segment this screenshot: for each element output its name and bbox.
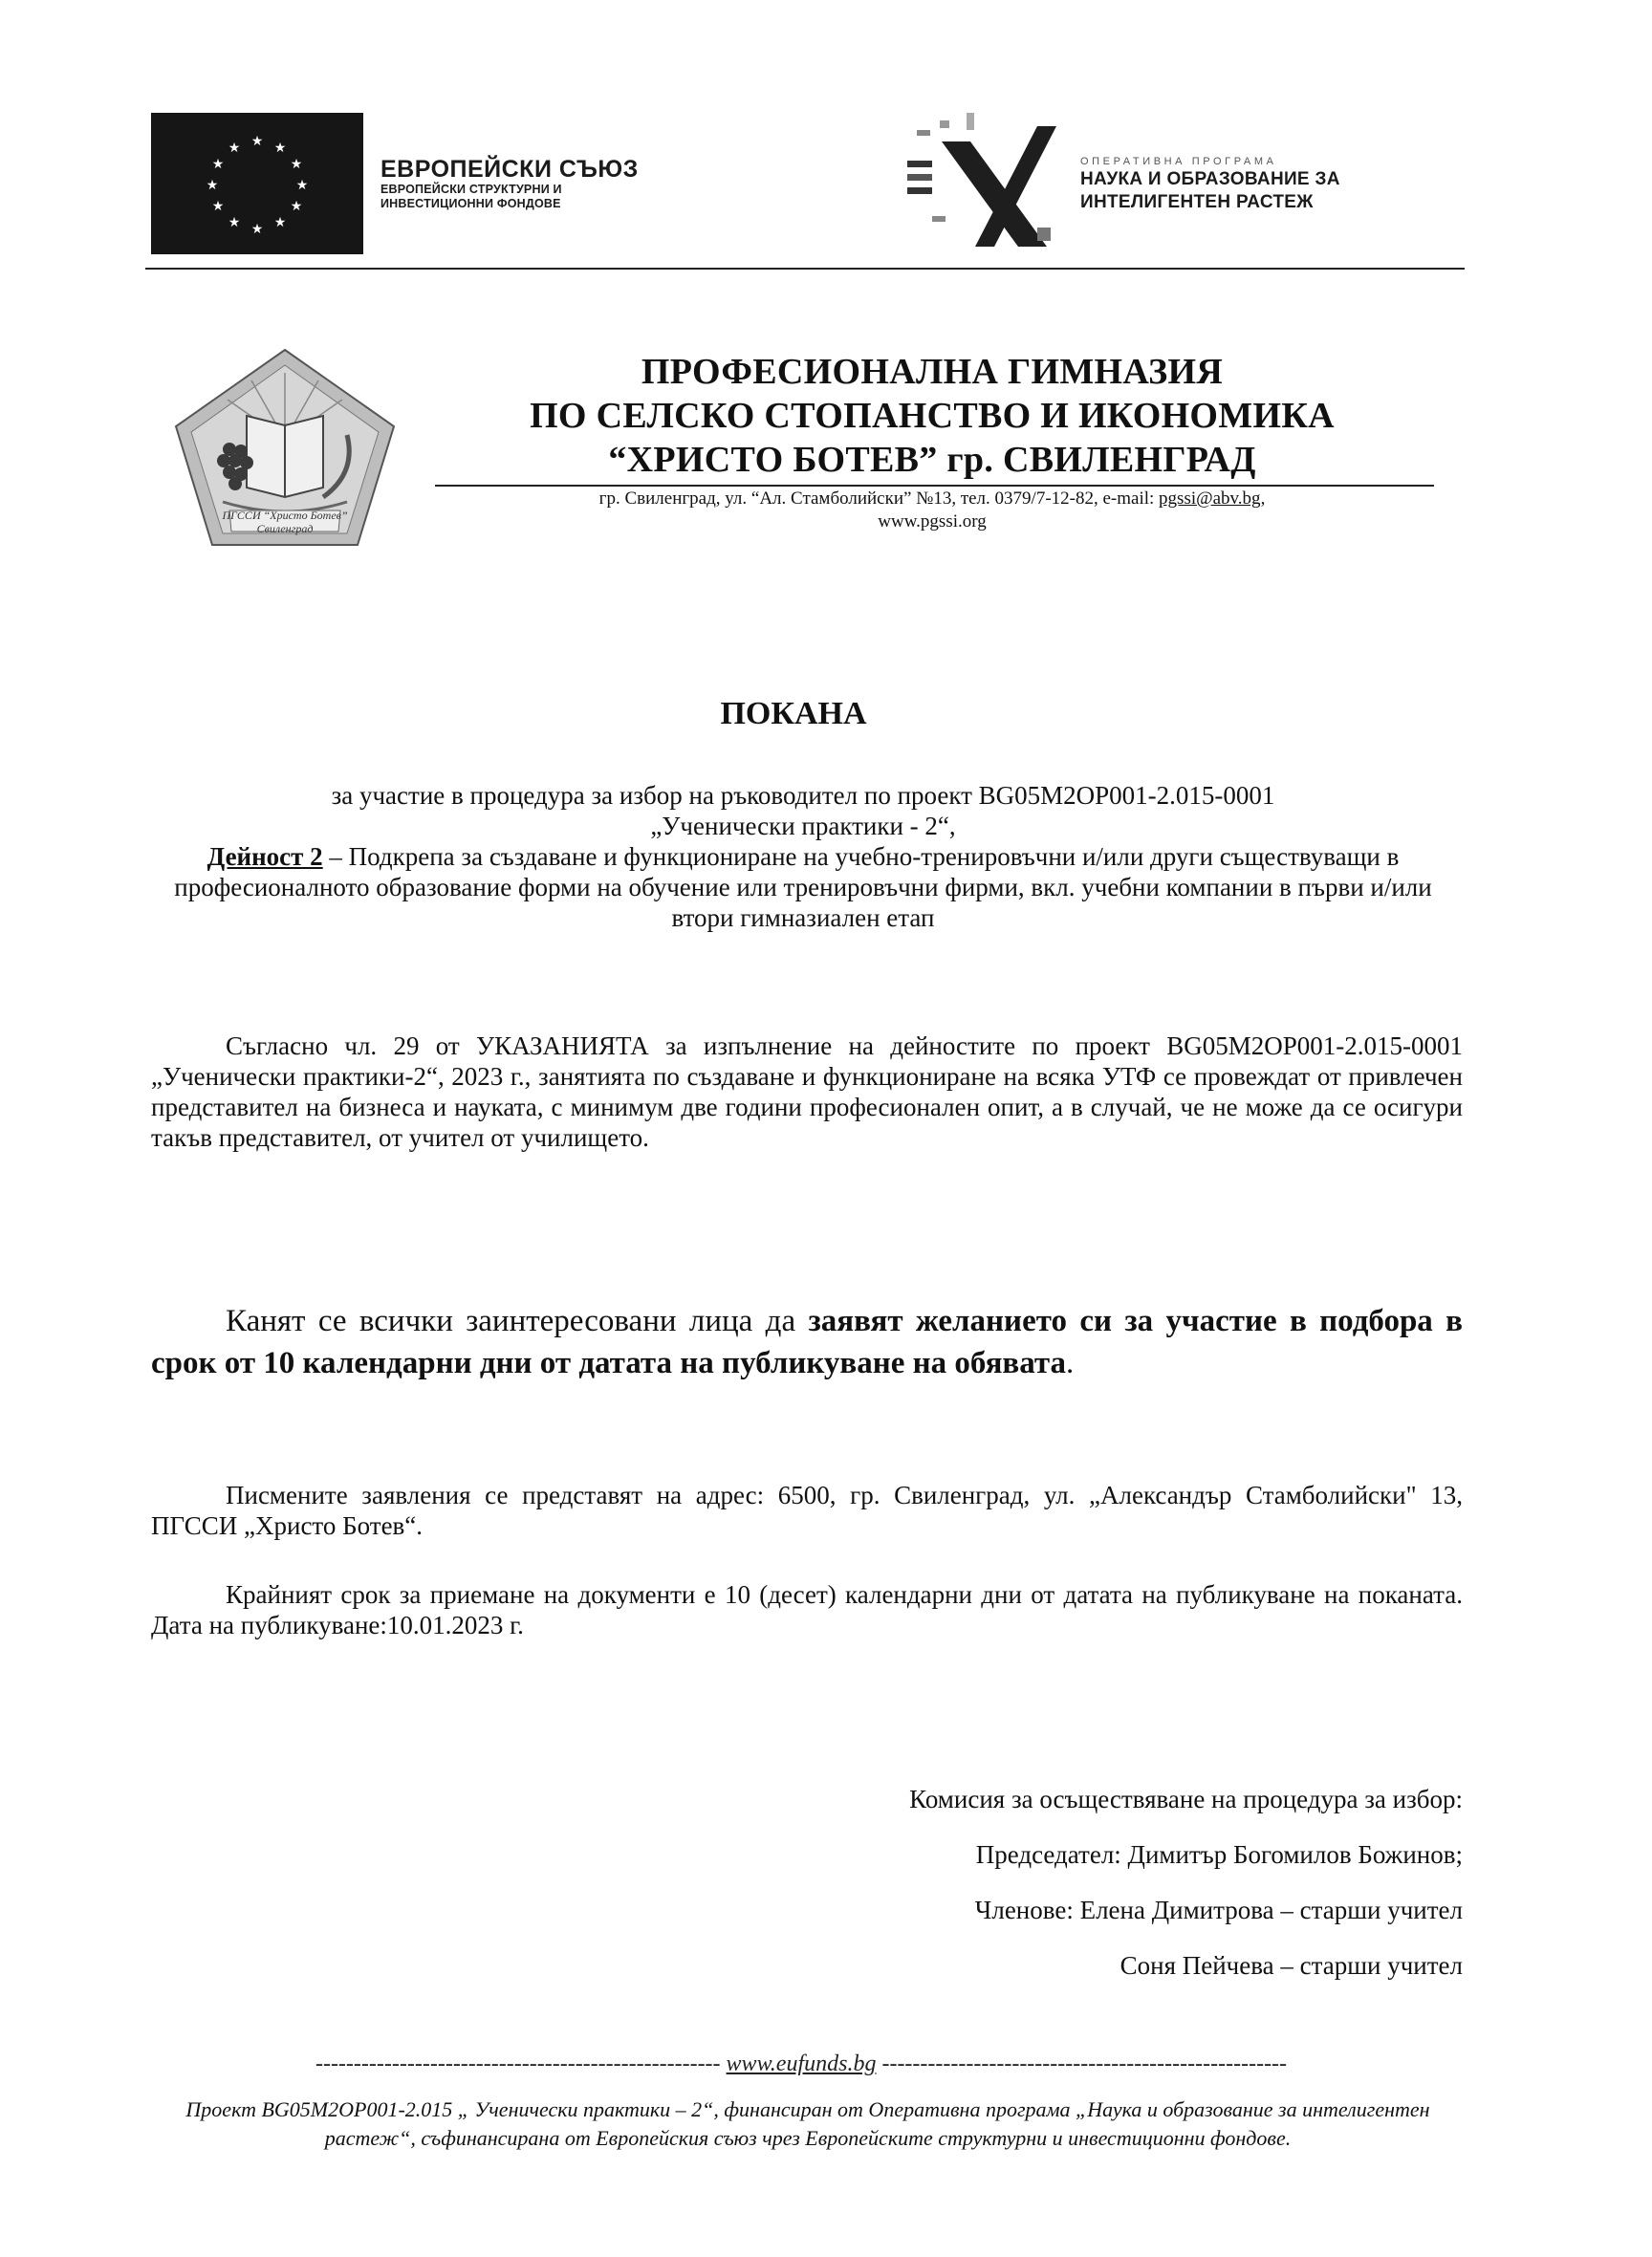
svg-text:★: ★ [211,199,225,214]
paragraph-address-text: Писмените заявления се представят на адрес: 6500, гр. Свиленград, ул. „Александър Стамболийски" 13, ПГССИ „Христо Ботев“. [151,1481,1463,1540]
op-logo-text [1080,155,1340,214]
invitation-intro [143,780,1463,933]
svg-text:★: ★ [250,222,264,237]
committee-member-2: Соня Пейчева – старши учител [1119,1951,1463,1980]
school-email-link[interactable]: pgssi@abv.bg [1159,488,1261,509]
school-name-divider [435,485,1434,487]
paragraph-regulation-text: Съгласно чл. 29 от УКАЗАНИЯТА за изпълнение на дейностите по проект BG05M2OP001-2.015-0001 „Ученически практики-2“, 2023 г., занятията по създаване и функциониране на всяка УТФ се провеждат от привлечен представител на бизнеса и науката, с минимум две години професионален опит, а в случай, че не може да се осигури такъв представител, от учител от училището. [151,1031,1463,1152]
eu-logo-text [380,156,639,211]
paragraph-call [151,1300,1463,1384]
footer-separator [170,2051,1432,2077]
activity-description [143,841,1463,933]
activity-text: – Подкрепа за създаване и функциониране на учебно-тренировъчни и/или други съществуващи в професионалното образование форми на обучение или тренировъчни фирми, вкл. учебни компании в първи и/или втори гимназиален етап [174,842,1432,932]
school-name-line-3: “ХРИСТО БОТЕВ” гр. СВИЛЕНГРАД [608,440,1256,480]
document-title: ПОКАНА [720,696,867,731]
svg-text:★: ★ [290,157,303,172]
intro-line-2: „Ученически практики - 2“, [650,812,956,840]
eu-logo-title: ЕВРОПЕЙСКИ СЪЮЗ [380,156,639,183]
header-divider [145,268,1465,270]
school-name-line-2: ПО СЕЛСКО СТОПАНСТВО И ИКОНОМИКА [530,396,1335,436]
school-address: гр. Свиленград, ул. “Ал. Стамболийски” №13, тел. 0379/7-12-82, e-mail: [598,488,1160,509]
school-emblem-caption-1: ПГССИ “Христо Ботев” [222,509,348,522]
paragraph-call-emphasis: заявят желанието си за участие в подбора в срок от 10 календарни дни от датата на публикуване на обявата [151,1304,1463,1380]
eu-logo-subtitle-1: ЕВРОПЕЙСКИ СТРУКТУРНИ И [380,183,562,196]
committee-member-1: Членове: Елена Димитрова – старши учител [974,1896,1463,1924]
op-program-name-2: ИНТЕЛИГЕНТЕН РАСТЕЖ [1080,192,1314,212]
committee-chair: Председател: Димитър Богомилов Божинов; [975,1840,1463,1869]
svg-text:★: ★ [228,215,241,230]
op-program-label: ОПЕРАТИВНА ПРОГРАМА [1080,156,1277,167]
committee-heading: Комисия за осъществяване на процедура за избор: [909,1785,1463,1813]
eu-flag-logo [151,113,363,254]
paragraph-deadline-text: Крайният срок за приемане на документи е 10 (десет) календарни дни от датата на публикуване на поканата. Дата на публикуване:10.01.2023 г. [151,1580,1463,1639]
svg-text:★: ★ [295,178,309,193]
school-emblem-caption-2: Свиленград [256,522,314,535]
op-science-education-logo-icon [903,113,1071,256]
paragraph-deadline [151,1579,1463,1640]
footer-website-link[interactable]: www.eufunds.bg [726,2051,877,2076]
svg-text:★: ★ [273,141,287,156]
school-contact [402,488,1463,533]
activity-label: Дейност 2 [206,842,323,871]
svg-text:★: ★ [250,134,264,149]
committee-block [669,1784,1463,2006]
paragraph-address [151,1480,1463,1541]
svg-text:★: ★ [273,215,287,230]
eu-logo-subtitle-2: ИНВЕСТИЦИОННИ ФОНДОВЕ [380,197,561,210]
intro-line-1: за участие в процедура за избор на ръководител по проект BG05M2OP001-2.015-0001 [331,781,1275,810]
footer-dashes-right: ----------------------------------------------------- [881,2051,1288,2076]
paragraph-regulation [151,1031,1463,1153]
svg-text:★: ★ [228,141,241,156]
eu-stars-icon [151,113,363,254]
svg-text:★: ★ [290,199,303,214]
op-program-name-1: НАУКА И ОБРАЗОВАНИЕ ЗА [1080,169,1340,189]
footer-dashes-left: ----------------------------------------------------- [315,2051,721,2076]
school-name [402,350,1463,482]
svg-text:★: ★ [206,178,219,193]
paragraph-call-text: Канят се всички заинтересовани лица да [226,1304,809,1338]
school-address-comma: , [1260,488,1266,509]
footer-project-note: Проект BG05M2OP001-2.015 „ Ученически практики – 2“, финансиран от Оперативна програма „Наука и образование за интелигентен растеж“, съфинансирана от Европейския съюз чрез Европейските структурни и инвестиционни фондове. [185,2097,1430,2150]
svg-text:★: ★ [211,157,225,172]
school-website-link[interactable]: www.pgssi.org [878,511,987,532]
paragraph-call-end: . [1066,1346,1075,1380]
school-name-line-1: ПРОФЕСИОНАЛНА ГИМНАЗИЯ [641,352,1224,392]
school-emblem-caption [222,509,348,535]
